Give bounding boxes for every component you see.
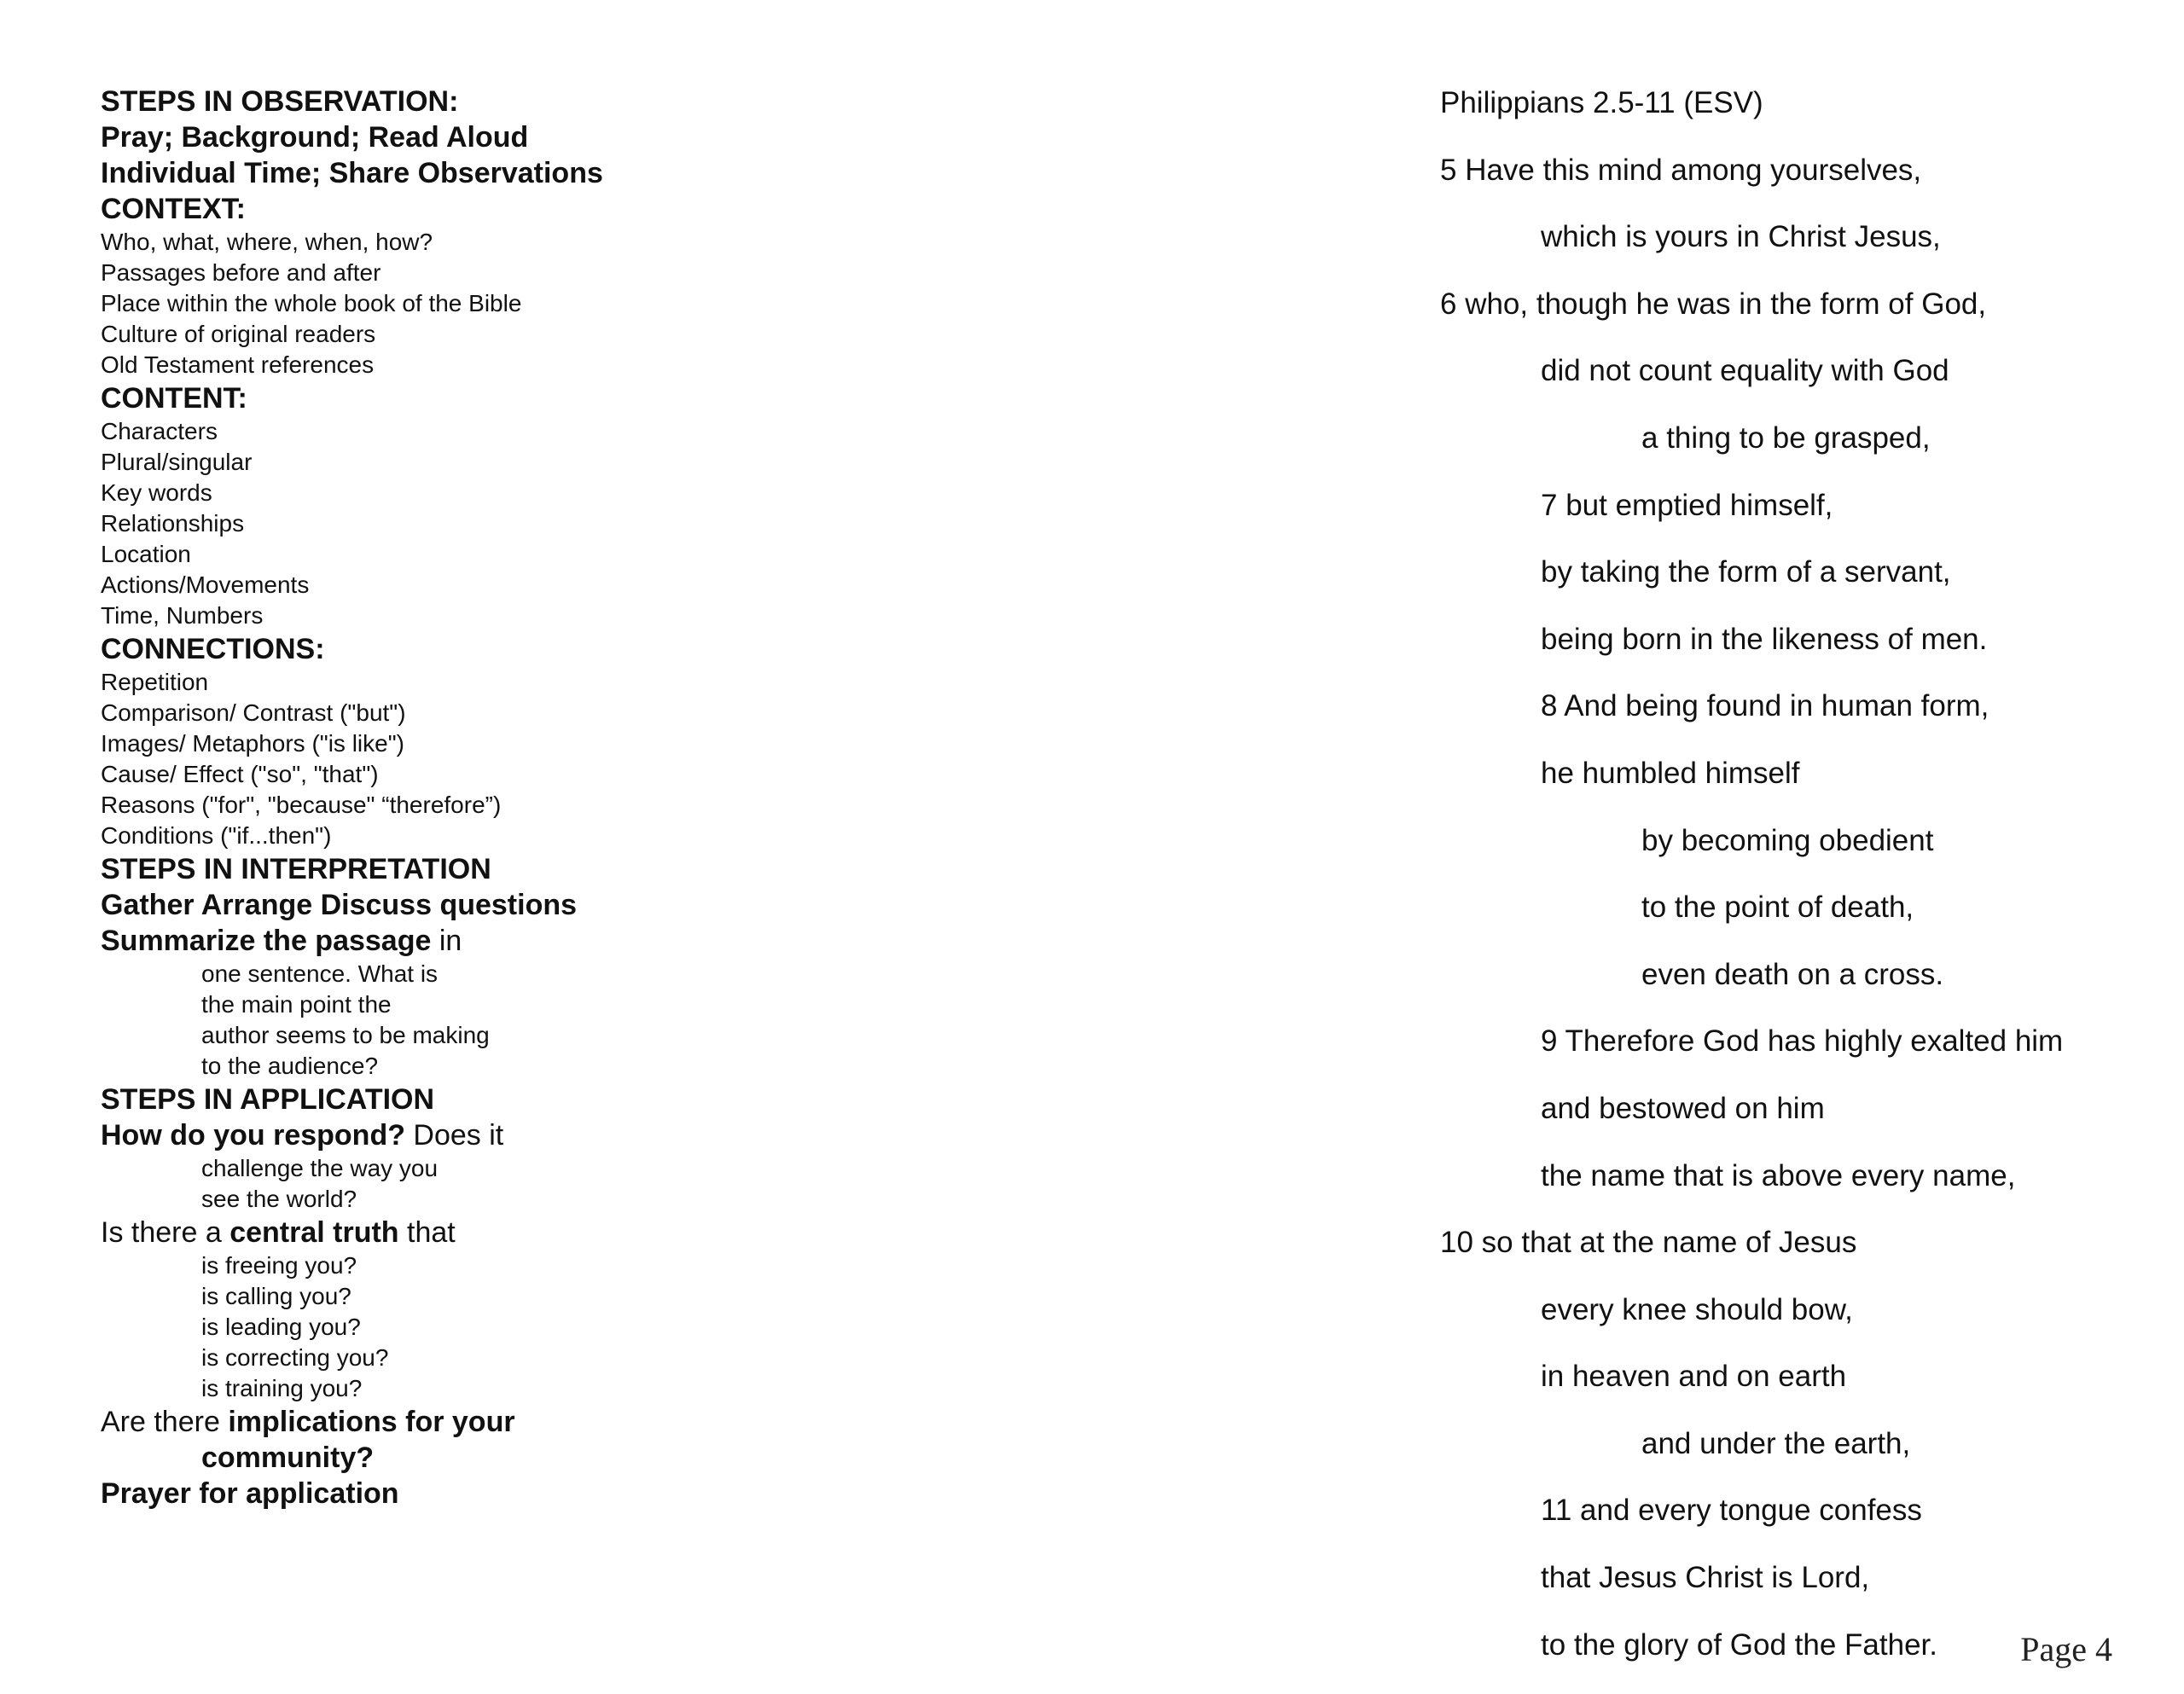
verse-line: 7 but emptied himself,: [1541, 488, 1833, 522]
content-item: Relationships: [101, 510, 245, 537]
verse-line: that Jesus Christ is Lord,: [1541, 1561, 1870, 1595]
verse-line: he humbled himself: [1541, 756, 1800, 790]
verse-line: a thing to be grasped,: [1641, 421, 1931, 455]
central-truth-line: [101, 1215, 1210, 1250]
central-truth-post-text: that: [398, 1216, 456, 1249]
content-item: Actions/Movements: [101, 571, 310, 598]
verse-line: by becoming obedient: [1641, 823, 1934, 857]
verse-line: 6 who, though he was in the form of God,: [1440, 287, 1987, 321]
verse-line: and bestowed on him: [1541, 1091, 1825, 1125]
context-heading: CONTEXT:: [101, 193, 246, 225]
respond-detail: challenge the way you: [201, 1155, 439, 1181]
implications-pre-text: Are there: [101, 1406, 229, 1438]
context-item: Old Testament references: [101, 351, 375, 378]
context-item: Place within the whole book of the Bible: [101, 290, 522, 316]
interpretation-heading: STEPS IN INTERPRETATION: [101, 853, 491, 885]
context-item: Culture of original readers: [101, 321, 376, 347]
interpretation-gather-line: Gather Arrange Discuss questions: [101, 889, 578, 921]
content-item: Time, Numbers: [101, 602, 264, 629]
connections-item: Images/ Metaphors ("is like"): [101, 730, 404, 757]
verse-line: 11 and every tongue confess: [1541, 1494, 1922, 1528]
connections-item: Reasons ("for", "because" “therefore”): [101, 792, 502, 818]
summarize-detail: author seems to be making: [201, 1022, 490, 1048]
verse-line: 8 And being found in human form,: [1541, 689, 1989, 723]
verse-line: 10 so that at the name of Jesus: [1440, 1226, 1857, 1260]
verse-line: every knee should bow,: [1541, 1292, 1853, 1326]
connections-item: Conditions ("if...then"): [101, 822, 332, 849]
respond-detail: see the world?: [201, 1186, 357, 1212]
observation-steps-line-2: Individual Time; Share Observations: [101, 157, 603, 189]
central-truth-pre-text: Is there a: [101, 1216, 230, 1249]
content-item: Location: [101, 541, 191, 567]
respond-bold-text: How do you respond?: [101, 1119, 405, 1152]
summarize-rest-text: in: [431, 925, 462, 957]
verse-line: which is yours in Christ Jesus,: [1541, 220, 1941, 254]
central-truth-detail: is freeing you?: [201, 1252, 357, 1279]
verse-line: did not count equality with God: [1541, 354, 1949, 388]
content-item: Plural/singular: [101, 449, 253, 475]
scripture-title: Philippians 2.5-11 (ESV): [1440, 86, 1763, 119]
prayer-line: Prayer for application: [101, 1477, 399, 1510]
verse-line: to the point of death,: [1641, 891, 1914, 925]
verse-line: in heaven and on earth: [1541, 1360, 1847, 1394]
connections-item: Comparison/ Contrast ("but"): [101, 699, 406, 726]
central-truth-bold-text: central truth: [229, 1216, 399, 1249]
central-truth-detail: is leading you?: [201, 1314, 361, 1340]
page-number: Page 4: [2020, 1630, 2112, 1668]
respond-line: [101, 1117, 1210, 1153]
summarize-detail: the main point the: [201, 991, 392, 1018]
content-item: Characters: [101, 418, 218, 444]
verse-line: to the glory of God the Father.: [1541, 1627, 1937, 1662]
observation-heading: STEPS IN OBSERVATION:: [101, 85, 459, 118]
verse-line: being born in the likeness of men.: [1541, 622, 1988, 656]
summarize-detail: one sentence. What is: [201, 960, 439, 987]
verse-line: by taking the form of a servant,: [1541, 555, 1951, 589]
implications-line-2: community?: [201, 1442, 375, 1474]
central-truth-detail: is calling you?: [201, 1283, 351, 1309]
connections-item: Repetition: [101, 669, 209, 695]
connections-item: Cause/ Effect ("so", "that"): [101, 761, 379, 787]
context-item: Passages before and after: [101, 259, 381, 286]
context-item: Who, what, where, when, how?: [101, 229, 433, 255]
summarize-detail: to the audience?: [201, 1053, 379, 1079]
summarize-line: [101, 923, 1210, 959]
content-item: Key words: [101, 479, 212, 506]
implications-line: [101, 1404, 1210, 1440]
central-truth-detail: is correcting you?: [201, 1344, 389, 1371]
verse-line: and under the earth,: [1641, 1426, 1911, 1460]
central-truth-detail: is training you?: [201, 1375, 363, 1401]
content-heading: CONTENT:: [101, 382, 247, 415]
scripture-column: [1440, 85, 2148, 1694]
verse-line: 5 Have this mind among yourselves,: [1440, 153, 1922, 187]
verse-line: the name that is above every name,: [1541, 1158, 2016, 1192]
observation-steps-line-1: Pray; Background; Read Aloud: [101, 121, 529, 154]
verse-line: 9 Therefore God has highly exalted him: [1541, 1024, 2064, 1059]
implications-bold-text: implications for your: [228, 1406, 515, 1438]
connections-heading: CONNECTIONS:: [101, 633, 325, 665]
study-guide-column: [101, 84, 1210, 1511]
respond-rest-text: Does it: [404, 1119, 504, 1152]
summarize-bold-text: Summarize the passage: [101, 925, 432, 957]
application-heading: STEPS IN APPLICATION: [101, 1083, 435, 1116]
verse-line: even death on a cross.: [1641, 957, 1944, 991]
